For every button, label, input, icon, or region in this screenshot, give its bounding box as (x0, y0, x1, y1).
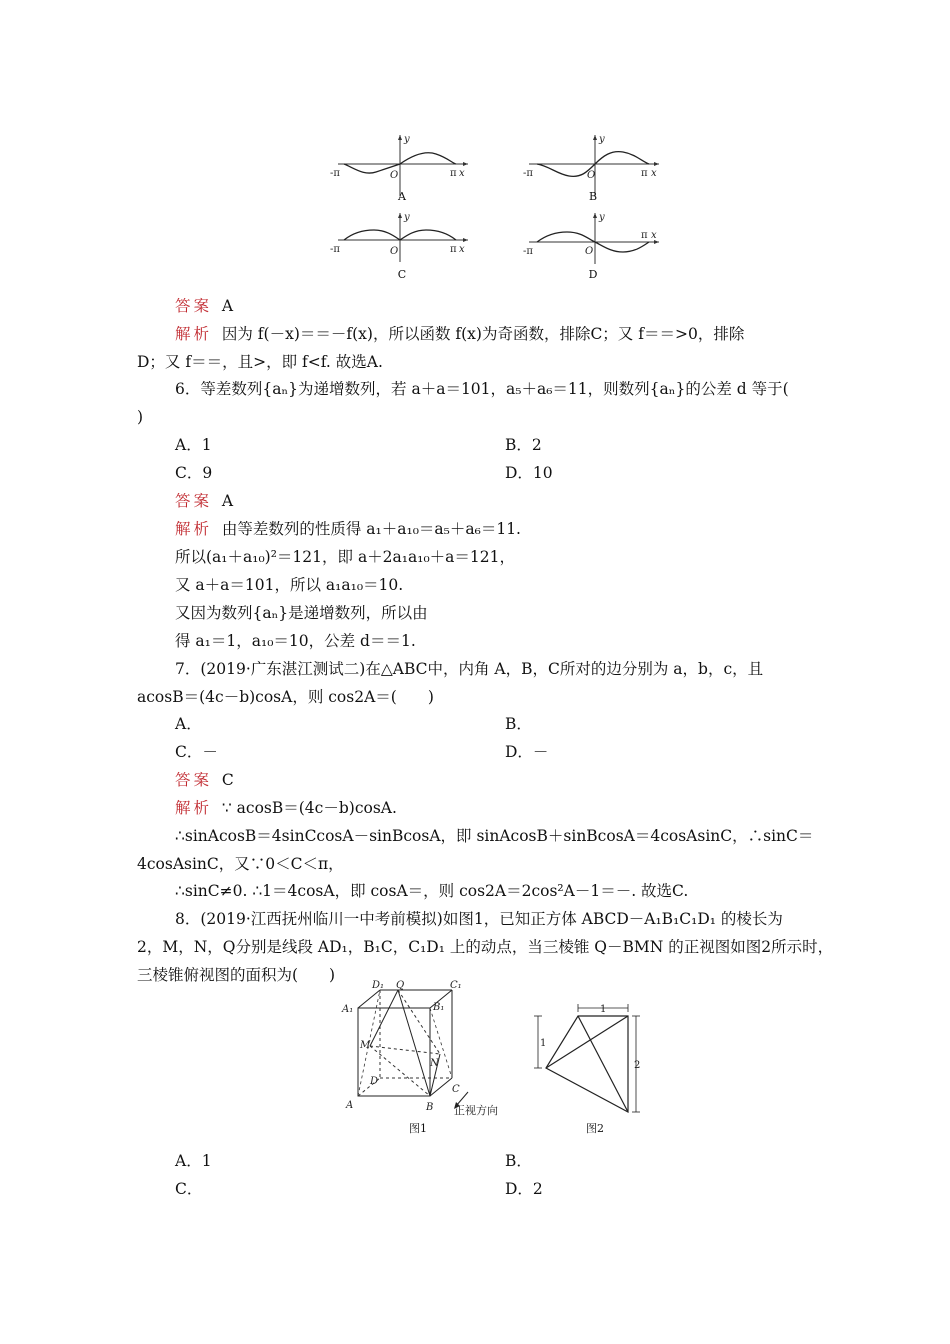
q8-option-c: C． (175, 1180, 203, 1198)
fig2-left-dim: 1 (540, 1038, 547, 1049)
graph-c (332, 210, 472, 270)
q8-stem-3: 三棱锥俯视图的面积为( ) (137, 966, 336, 984)
q6-analysis-line1 (175, 518, 521, 540)
graph-b-neg-pi: -π (523, 168, 533, 179)
q8-option-b: B． (505, 1152, 532, 1170)
graph-a-y: y (404, 134, 410, 145)
q6-answer-tag: 答案 (175, 492, 213, 510)
q7-solution-1: ∵ acosB＝(4c－b)cosA. (221, 799, 397, 817)
figure-1-cube (340, 980, 510, 1136)
vertex-c1: C₁ (450, 980, 462, 991)
q7-solution-3: 4cosAsinC，又∵0＜C＜π， (137, 855, 344, 873)
vertex-b: B (426, 1102, 434, 1113)
q6-option-a: A．1 (175, 436, 212, 454)
q6-stem-1: 6．等差数列{aₙ}为递增数列，若 a＋a＝101，a₅＋a₆＝11，则数列{aₙ}的公差 d 等于( (175, 380, 789, 398)
graph-a-x: x (459, 168, 465, 179)
q8-option-a: A．1 (175, 1152, 212, 1170)
vertex-n: N (430, 1058, 439, 1069)
q6-option-d: D．10 (505, 464, 553, 482)
graph-b-label: B (588, 190, 598, 203)
q6-solution-1: 由等差数列的性质得 a₁＋a₁₀＝a₅＋a₆＝11. (221, 520, 521, 538)
figure-1-caption: 图1 (409, 1122, 427, 1135)
q8-option-d: D．2 (505, 1180, 543, 1198)
vertex-b1: B₁ (433, 1002, 445, 1013)
graph-d-label: D (588, 268, 598, 281)
vertex-d: D (370, 1076, 379, 1087)
vertex-a1: A₁ (342, 1004, 354, 1015)
q5-answer-line (175, 295, 233, 317)
q5-analysis-tag: 解析 (175, 325, 213, 343)
q7-option-b: B． (505, 715, 532, 733)
graph-b-x: x (651, 168, 657, 179)
q7-solution-4: ∴sinC≠0. ∴1＝4cosA，即 cosA＝，则 cos2A＝2cos²A－1＝－. 故选C. (175, 882, 689, 900)
q7-option-d: D．－ (505, 743, 549, 761)
q6-option-b: B．2 (505, 436, 542, 454)
vertex-q: Q (396, 980, 405, 991)
q5-answer-tag: 答案 (175, 297, 213, 315)
graph-c-label: C (397, 268, 407, 281)
graph-a-pi: π (450, 168, 457, 179)
fig2-top-dim: 1 (600, 1004, 607, 1015)
graph-b-pi: π (641, 168, 648, 179)
vertex-c: C (452, 1084, 460, 1095)
q6-solution-5: 得 a₁＝1，a₁₀＝10，公差 d＝＝1. (175, 632, 416, 650)
q7-option-a: A． (175, 715, 202, 733)
graph-d-o: O (585, 246, 594, 257)
vertex-d1: D₁ (372, 980, 385, 991)
graph-b-o: O (587, 170, 596, 181)
q5-analysis-line1 (175, 323, 744, 345)
q6-stem-2: ) (137, 408, 144, 426)
q7-solution-2: ∴sinAcosB＝4sinCcosA－sinBcosA，即 sinAcosB＋sinBcosA＝4cosAsinC，∴sinC＝ (175, 827, 814, 845)
q7-stem-1: 7．(2019·广东湛江测试二)在△ABC中，内角 A，B，C所对的边分别为 a，b，c，且 (175, 660, 764, 678)
graph-d-y: y (599, 212, 605, 223)
graph-c-neg-pi: -π (330, 244, 340, 255)
graph-c-x: x (459, 244, 465, 255)
q8-stem-2: 2，M，N，Q分别是线段 AD₁，B₁C，C₁D₁ 上的动点，当三棱锥 Q－BMN 的正视图如图2所示时， (137, 938, 834, 956)
graph-b-y: y (599, 134, 605, 145)
q7-answer-line (175, 769, 234, 791)
graph-d-neg-pi: -π (523, 246, 533, 257)
q7-analysis-line1 (175, 797, 397, 819)
q6-option-c: C．9 (175, 464, 213, 482)
graph-c-pi: π (450, 244, 457, 255)
q6-solution-3: 又 a＋a＝101，所以 a₁a₁₀＝10. (175, 576, 404, 594)
graph-a-o: O (390, 170, 399, 181)
q6-solution-4: 又因为数列{aₙ}是递增数列，所以由 (175, 604, 428, 622)
q5-analysis-1: 因为 f(－x)＝＝－f(x)，所以函数 f(x)为奇函数，排除C；又 f＝＝>0，排除 (221, 325, 745, 343)
q6-analysis-tag: 解析 (175, 520, 213, 538)
q6-solution-2: 所以(a₁＋a₁₀)²＝121，即 a＋2a₁a₁₀＋a＝121， (175, 548, 515, 566)
view-direction: 正视方向 (454, 1104, 498, 1117)
figure-2-front-view (528, 1004, 658, 1126)
q7-option-c: C．－ (175, 743, 218, 761)
figure-2-caption: 图2 (586, 1122, 604, 1135)
graph-a-neg-pi: -π (330, 168, 340, 179)
q5-answer: A (221, 297, 234, 315)
q7-stem-2: acosB＝(4c－b)cosA，则 cos2A＝( ) (137, 688, 434, 706)
graph-a-label: A (398, 190, 406, 203)
q7-analysis-tag: 解析 (175, 799, 213, 817)
vertex-a: A (346, 1100, 354, 1111)
graph-c-o: O (390, 246, 399, 257)
graph-c-y: y (404, 212, 410, 223)
vertex-m: M (360, 1040, 371, 1051)
q7-answer-tag: 答案 (175, 771, 213, 789)
q7-answer: C (221, 771, 234, 789)
graph-d (523, 210, 663, 270)
graph-d-pi: π (641, 230, 648, 241)
graph-d-x: x (651, 230, 657, 241)
q8-stem-1: 8．(2019·江西抚州临川一中考前模拟)如图1，已知正方体 ABCD－A₁B₁C₁D₁ 的棱长为 (175, 910, 783, 928)
q5-analysis-2: D；又 f＝＝，且>，即 f<f. 故选A. (137, 353, 383, 371)
fig2-right-dim: 2 (634, 1060, 641, 1071)
q6-answer: A (221, 492, 234, 510)
q6-answer-line (175, 490, 233, 512)
